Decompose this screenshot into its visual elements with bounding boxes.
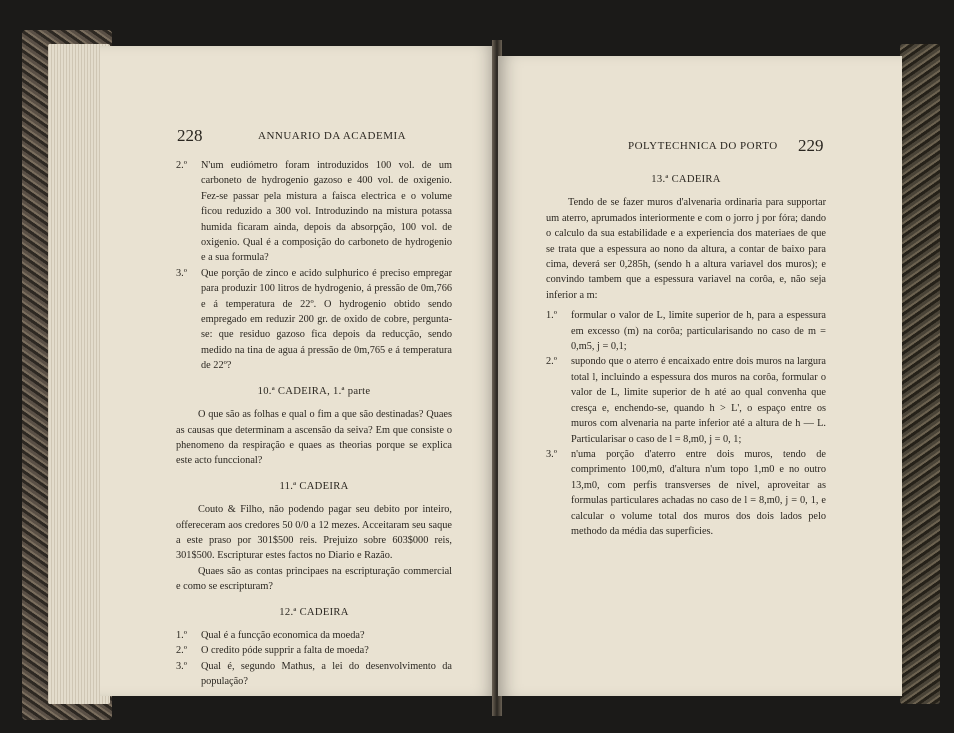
question-number: 2.º — [176, 645, 187, 657]
question-text: Qual é a funcção economica da moeda? — [201, 629, 365, 641]
question-number: 1.º — [176, 629, 187, 641]
question-number: 1.º — [546, 310, 557, 322]
left-running-head: ANNUARIO DA ACADEMIA — [258, 130, 407, 142]
question-text: formular o valor de L, limite superior de h, para a espessura em excesso (m) na corôa; particularisando no caso de m = 0,m5, j = 0,1; — [571, 310, 826, 353]
section-heading-10: 10.ª CADEIRA, 1.ª parte — [257, 385, 371, 397]
right-page — [498, 56, 902, 696]
right-running-head: POLYTECHNICA DO PORTO — [628, 140, 778, 152]
section-heading-13: 13.ª CADEIRA — [651, 174, 721, 185]
question-2 — [176, 158, 452, 266]
question-number: 3.º — [176, 660, 187, 672]
left-page-text — [176, 158, 452, 690]
question-text: supondo que o aterro é encaixado entre dois muros na largura total l, incluindo a espessura dos muros na corôa, formular o valor de L, limite superior de h até ao qual convenha que cresça e, enchendo-se, quando h > L', o espaço entre os muros com alvenaria na parte inferior até a altura de h — L. Particularisar o caso de l = 8,m0, j = 0, 1; — [571, 356, 826, 445]
paragraph-11a: Couto & Filho, não podendo pagar seu debito por inteiro, offereceram aos credores 50 0/0 a 12 mezes. Acceitaram seu saque a este praso por 301$500 reis. Prejuizo sobre 603$000 reis, 301$500. Escripturar estes factos no Diario e Razão. — [176, 504, 452, 562]
paragraph-10: O que são as folhas e qual o fim a que são destinadas? Quaes as causas que determinam a ascensão da seiva? Em que consiste o phenomeno da respiração e quaes as theorias porque se explica este acto funccional? — [176, 409, 452, 467]
question-12-2 — [176, 643, 452, 658]
right-page-text — [546, 172, 826, 539]
question-number: 2.º — [546, 356, 557, 368]
question-text: n'uma porção d'aterro entre dois muros, tendo de comprimento 100,m0, d'altura n'um topo 1,m0 e no outro 13,m0, com perfis transverses de nivel, aproveitar as formulas particulares achadas no caso de l = 8,m0, j = 0, 1, e calcular o volume total dos muros dos dois lados pelo methodo da média das superficies. — [571, 448, 826, 537]
question-text: Qual é, segundo Mathus, a lei do desenvolvimento da população? — [201, 660, 452, 688]
question-text: N'um eudiómetro foram introduzidos 100 vol. de um carboneto de hydrogenio gazoso e 400 vol. de oxigenio. Fez-se passar pela mistura a faisca electrica e o volume ficou reduzido a 300 vol. Introduzindo na mistura potassa humida ficaram ainda, depois da absorpção, 100 vol. de oxigenio. Qual é a composição do carboneto de hydrogenio e a sua formula? — [201, 160, 452, 264]
section-heading-12: 12.ª CADEIRA — [279, 606, 349, 618]
question-13-2 — [546, 354, 826, 446]
left-page — [100, 46, 496, 696]
right-page-number: 229 — [798, 136, 824, 155]
question-12-3 — [176, 659, 452, 690]
question-text: O credito póde supprir a falta de moeda? — [201, 645, 369, 657]
question-12-1 — [176, 628, 452, 643]
question-text: Que porção de zinco e acido sulphurico é preciso empregar para produzir 100 litros de hydrogenio, á pressão de 0m,766 e á temperatura de 22º. O hydrogenio obtido sendo empregado em reduzir 200 gr. de oxido de cobre, pergunta-se: que residuo gazoso fica depois da reducção, sendo medido na tina de agua á pressão de 0m,765 e á temperatura de 22º? — [201, 267, 452, 372]
question-number: 2.º — [176, 160, 187, 171]
paragraph-13-intro: Tendo de se fazer muros d'alvenaria ordinaria para supportar um aterro, aprumados interiormente e com o jorro j por fóra; dando o calculo da sua estabilidade e a experiencia dos materiaes de que se trata que a espessura ao nono da altura, a contar de baixo para cima, deverá ser 0,285h, (sendo h a altura variavel dos muros); e convindo tambem que a espessura variavel na corôa, e, não seja inferior a m: — [546, 197, 826, 301]
question-13-1 — [546, 308, 826, 354]
paragraph-11b: Quaes são as contas principaes na escripturação commercial e como se escripturam? — [176, 565, 452, 593]
book-cover-right — [900, 44, 940, 704]
question-number: 3.º — [546, 448, 557, 460]
section-heading-11: 11.ª CADEIRA — [279, 480, 349, 492]
question-3 — [176, 266, 452, 374]
question-13-3 — [546, 447, 826, 539]
left-page-number: 228 — [177, 126, 203, 145]
question-number: 3.º — [176, 267, 187, 279]
